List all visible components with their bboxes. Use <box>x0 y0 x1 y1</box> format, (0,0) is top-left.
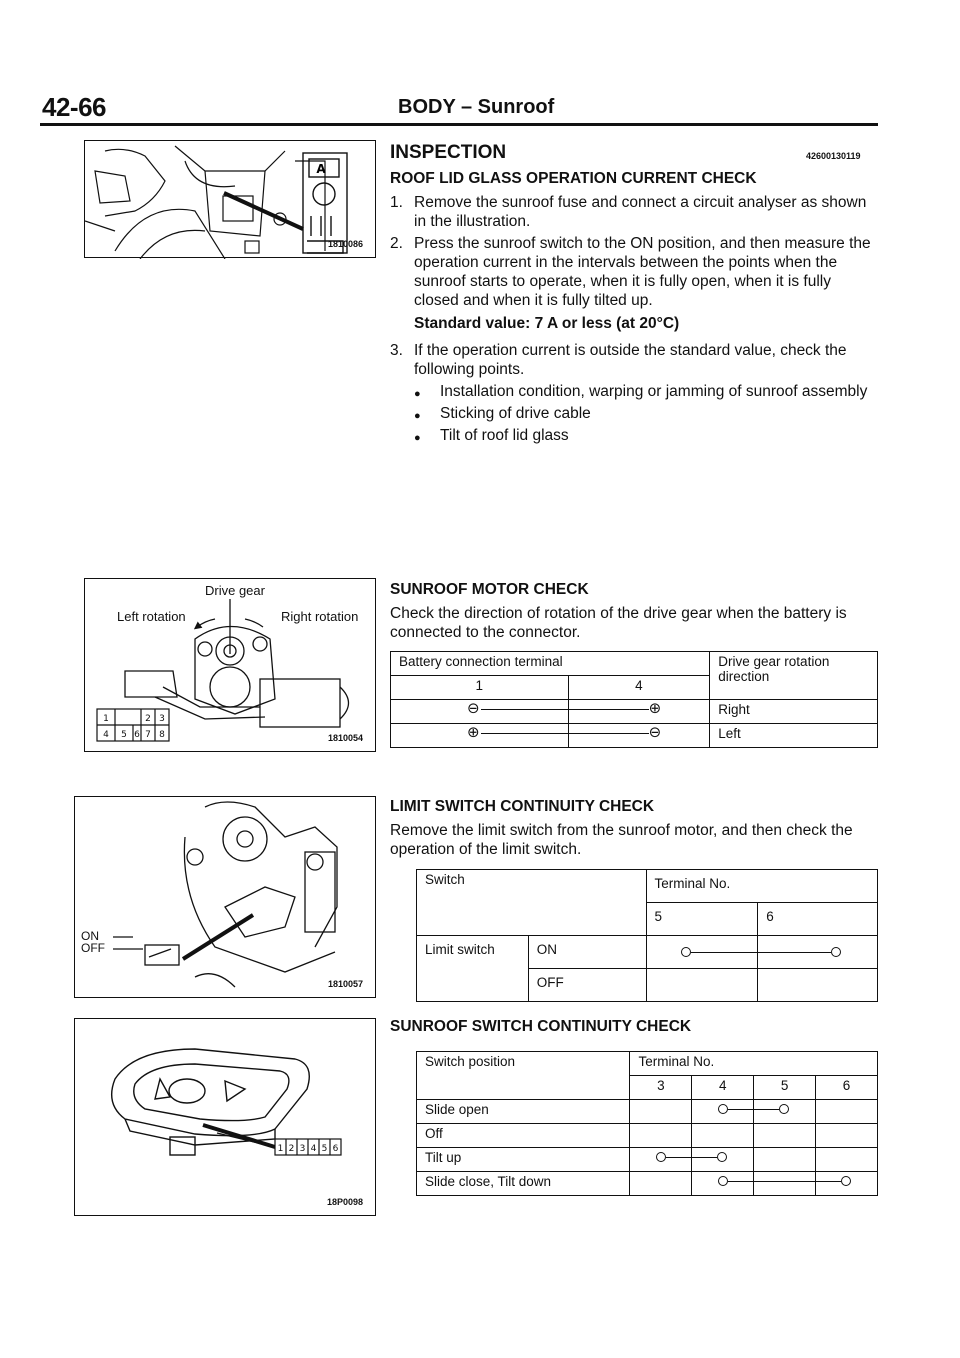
figure-drive-gear <box>84 578 376 752</box>
table-row <box>391 652 878 676</box>
switch-check-table <box>416 1051 878 1196</box>
step: 2. Press the sunroof switch to the ON position, and then measure the operation current in the intervals between the points when the sunroof starts to operate, when it is fully open, when it is fully closed and when it is fully tilted up. <box>390 235 871 309</box>
motor-check-text: Check the direction of rotation of the drive gear when the battery is connected to the connector. <box>390 605 847 641</box>
table-row: Slide open <box>417 1100 878 1124</box>
table-row: Slide close, Tilt down <box>417 1172 878 1196</box>
connector-pin: 1 <box>103 714 109 724</box>
inspection-heading: INSPECTION <box>390 142 507 163</box>
check-points <box>414 382 878 448</box>
on-label: ON <box>81 929 99 943</box>
figure-code: 1810086 <box>327 239 363 249</box>
table-row: Switch position Terminal No. <box>417 1052 878 1076</box>
table-row: 1 4 <box>391 676 878 700</box>
figure-code: 1810054 <box>327 733 363 743</box>
table-row: ⊖ ⊕ Right <box>391 700 878 724</box>
limit-check-table <box>416 869 878 1002</box>
connector-pin: 6 <box>134 730 140 740</box>
table-row: Off <box>417 1124 878 1148</box>
table-row: 3 4 5 6 <box>417 1076 878 1100</box>
step: 1. Remove the sunroof fuse and connect a circuit analyser as shown in the illustration. <box>390 194 867 230</box>
header-terminal: Battery connection terminal <box>391 652 710 676</box>
connector-pin: 5 <box>121 730 127 740</box>
table-row: Switch Terminal No. <box>417 870 878 903</box>
motor-check-table <box>390 651 878 748</box>
right-rotation-label: Right rotation <box>281 609 359 624</box>
standard-value: Standard value: 7 A or less (at 20°C) <box>414 315 680 332</box>
switch-check-heading: SUNROOF SWITCH CONTINUITY CHECK <box>390 1018 692 1035</box>
connector-pin: 5 <box>321 1144 328 1154</box>
off-label: OFF <box>81 941 105 955</box>
connector-pin: 6 <box>332 1144 339 1154</box>
figure-code: 1810057 <box>327 979 363 989</box>
inspection-steps <box>390 193 878 448</box>
step: 3. If the operation current is outside the standard value, check the following points. <box>390 342 847 378</box>
motor-check-heading: SUNROOF MOTOR CHECK <box>390 581 589 598</box>
table-row: 5 6 <box>417 903 878 936</box>
connector-pin: 2 <box>145 714 151 724</box>
limit-check-heading: LIMIT SWITCH CONTINUITY CHECK <box>390 798 655 815</box>
table-row: OFF <box>417 969 878 1002</box>
roof-lid-current-heading: ROOF LID GLASS OPERATION CURRENT CHECK <box>390 170 757 187</box>
connector-pin: 3 <box>299 1144 306 1154</box>
limit-switch-illustration <box>75 797 377 999</box>
drive-gear-label: Drive gear <box>205 583 265 598</box>
motor-illustration <box>85 579 377 753</box>
list-item: ● Tilt of roof lid glass <box>414 427 569 444</box>
connector-pin: 4 <box>310 1144 317 1154</box>
header-rule <box>40 123 878 126</box>
connector-pin: 4 <box>103 730 109 740</box>
figure-code: 18P0098 <box>326 1197 363 1207</box>
connector-pin: 1 <box>277 1144 284 1154</box>
svg-text:A: A <box>316 162 326 176</box>
left-rotation-label: Left rotation <box>117 609 186 624</box>
inspection-code: 42600130119 <box>806 151 861 161</box>
connector-pin: 3 <box>159 714 165 724</box>
list-item: ● Sticking of drive cable <box>414 405 591 422</box>
connector-pin: 2 <box>288 1144 295 1154</box>
connector-pin: 7 <box>145 730 151 740</box>
page-title: BODY – Sunroof <box>398 96 555 118</box>
table-row: Tilt up <box>417 1148 878 1172</box>
connector-pin: 8 <box>159 730 165 740</box>
figure-circuit-analyser <box>84 140 376 258</box>
page-number: 42-66 <box>42 92 106 122</box>
header-direction: Drive gear rotation direction <box>710 652 878 700</box>
limit-check-text: Remove the limit switch from the sunroof motor, and then check the operation of the limit switch. <box>390 822 853 858</box>
figure-sunroof-switch <box>74 1018 376 1216</box>
table-row: ⊕ ⊖ Left <box>391 724 878 748</box>
figure-limit-switch <box>74 796 376 998</box>
table-row: Limit switch ON <box>417 936 878 969</box>
sunroof-switch-illustration <box>75 1019 377 1217</box>
list-item: ● Installation condition, warping or jamming of sunroof assembly <box>414 383 868 400</box>
